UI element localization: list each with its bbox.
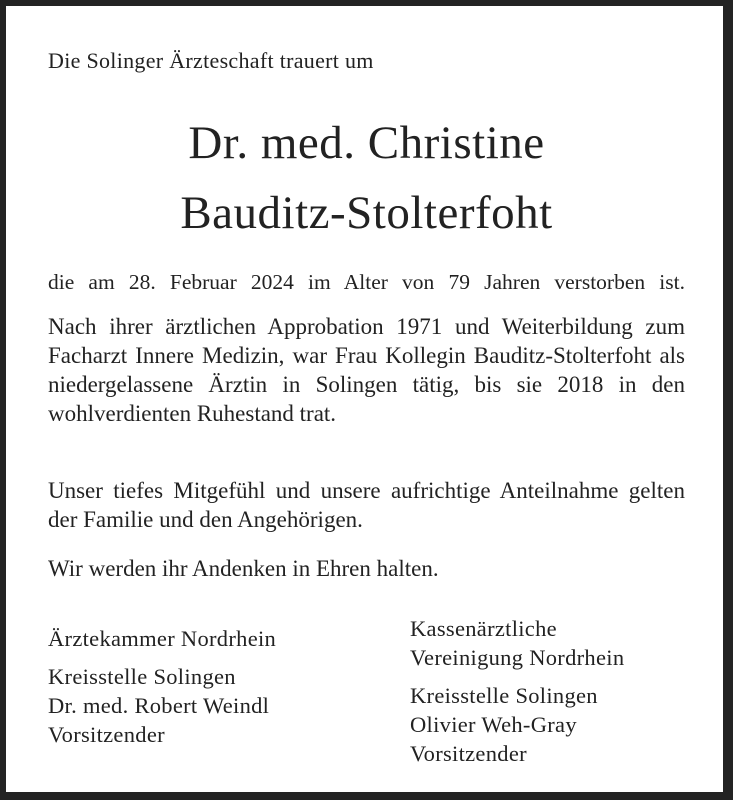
remembrance-paragraph (48, 554, 685, 583)
signature-role: Vorsitzender (410, 741, 527, 766)
death-notice: die am 28. Februar 2024 im Alter von 79 Jahren verstorben ist. (48, 270, 685, 294)
career-paragraph: Nach ihrer ärztlichen Approbation 1971 und Weiterbildung zum Facharzt Innere Medizin, war Frau Kollegin Bauditz-Stolterfoht als niedergelassene Ärztin in Solingen tätig, bis sie 2018 in den wohlverdienten Ruhestand trat. (48, 314, 685, 426)
remembrance-text: Wir werden ihr Andenken in Ehren halten. (48, 556, 439, 581)
condolence-paragraph: Unser tiefes Mitgefühl und unsere aufrichtige Anteilnahme gelten der Familie und den Angehörigen. (48, 478, 685, 532)
signature-right (410, 614, 624, 768)
signature-person: Dr. med. Robert Weindl (48, 693, 270, 718)
signature-person: Olivier Weh-Gray (410, 712, 577, 737)
signature-unit: Kreisstelle Solingen (48, 664, 236, 689)
signature-org-line-2: Vereinigung Nordrhein (410, 645, 625, 670)
signature-org: Ärztekammer Nordrhein (48, 626, 277, 651)
signature-left (48, 624, 276, 749)
name-line-2: Bauditz-Stolterfoht (180, 187, 553, 239)
signature-role: Vorsitzender (48, 722, 165, 747)
signature-unit: Kreisstelle Solingen (410, 683, 598, 708)
intro-text: Die Solinger Ärzteschaft trauert um (48, 48, 374, 73)
name-line-1: Dr. med. Christine (188, 117, 545, 169)
signature-org-line-1: Kassenärztliche (410, 616, 557, 641)
deceased-name (0, 108, 733, 248)
